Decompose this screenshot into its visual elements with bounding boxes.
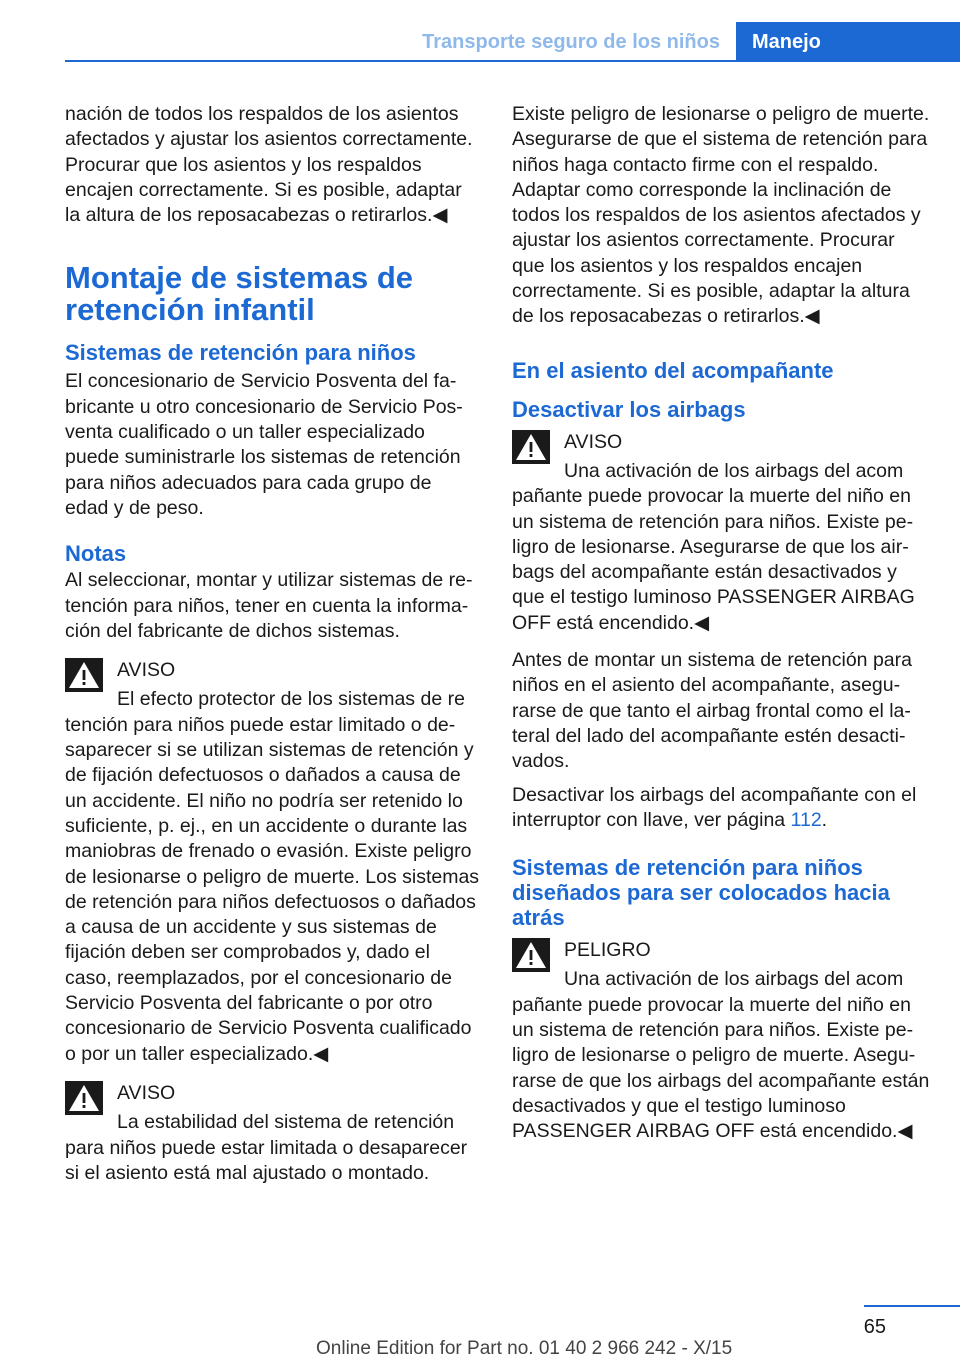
paragraph: Antes de montar un sistema de retención para niños en el asiento del acompañante, asegurarse de que tanto el airbag frontal como el lateral del lado del acompañante estén desactivados. — [512, 649, 912, 773]
warning-text: pañante puede provocar la muerte del niño en un sistema de retención para niños. Existe peligro de lesionarse o peligro de muerte. Asegurarse de que los airbags del acompañante están desactivados y que el testigo luminoso PASSENGER AIRBAG OFF está encendido.◀ — [512, 993, 930, 1143]
paragraph: nación de todos los respaldos de los asientos afectados y ajustar los asientos correctamente. Procurar que los asientos y los respaldos encajen correctamente. Si es posible, adaptar la altura de los reposacabezas o retirarlos.◀ — [65, 103, 473, 227]
page-number: 65 — [863, 1316, 886, 1338]
subsection-heading: Sistemas de retención para niños — [65, 340, 416, 366]
warning-text: El efecto protector de los sistemas de re — [117, 688, 465, 711]
subsection-heading: Desactivar los airbags — [512, 396, 746, 422]
subsection-heading: Notas — [65, 541, 127, 567]
warning-title: AVISO — [117, 1081, 176, 1104]
header-section-title: Transporte seguro de los niños — [422, 31, 720, 53]
warning-text: Una activación de los airbags del acom — [564, 968, 904, 991]
header-rule — [65, 60, 960, 62]
warning-triangle-icon — [512, 430, 550, 464]
warning-title: AVISO — [117, 659, 176, 682]
warning-title: PELIGRO — [564, 939, 651, 962]
warning-box — [512, 938, 932, 1144]
warning-box — [65, 1081, 480, 1186]
footer-rule — [864, 1305, 960, 1307]
paragraph-text: Desactivar los airbags del acompañante con el interruptor con llave, ver página — [512, 783, 917, 831]
right-column — [512, 102, 932, 1153]
left-column — [65, 102, 480, 1194]
header-chapter-tab: Manejo — [736, 22, 960, 62]
warning-text: para niños puede estar limitada o desaparecer si el asiento está mal ajustado o montado. — [65, 1136, 468, 1184]
warning-triangle-icon — [65, 658, 103, 692]
warning-triangle-icon — [65, 1081, 103, 1115]
paragraph-text: . — [821, 808, 828, 831]
paragraph: Existe peligro de lesionarse o peligro de muerte. Asegurarse de que el sistema de retención para niños haga contacto firme con el respaldo. Adaptar como corresponde la inclinación de todos los respaldos de los asientos afectados y ajustar los asientos correctamente. Procurar que los asientos y los respaldos encajen correctamente. Si es posible, adaptar la altura de los reposacabezas o retirarlos.◀ — [512, 103, 930, 328]
warning-triangle-icon — [512, 938, 550, 972]
warning-box — [512, 430, 932, 636]
warning-text: pañante puede provocar la muerte del niño en un sistema de retención para niños. Existe peligro de lesionarse. Asegurarse de que los airbags del acompañante están desactivados y que el testigo luminoso PASSENGER AIRBAG OFF está encendido.◀ — [512, 485, 915, 634]
warning-title: AVISO — [564, 430, 623, 453]
section-heading: En el asiento del acompañante — [512, 357, 834, 383]
warning-box — [65, 658, 480, 1067]
paragraph — [512, 783, 932, 834]
warning-text: tención para niños puede estar limitado o desaparecer si se utilizan sistemas de retención y de fijación defectuosos o dañados a causa de un accidente. El niño no podría ser retenido lo suficiente, p. ej., en un accidente o durante las maniobras de frenado o evasión. Existe peligro de lesionarse o peligro de muerte. Los sistemas de retención para niños defectuosos o dañados a causa de un accidente y sus sistemas de fijación deben ser comprobados y, dado el caso, reemplazados, por el concesionario de Servicio Posventa del fabricante o por otro concesionario de Servicio Posventa cualificado o por un taller especializado.◀ — [65, 713, 480, 1065]
edition-footer: Online Edition for Part no. 01 40 2 966 242 - X/15 — [316, 1338, 733, 1359]
warning-text: Una activación de los airbags del acom — [564, 459, 904, 482]
section-heading: Montaje de sistemas de retención infantil — [65, 260, 414, 328]
paragraph: El concesionario de Servicio Posventa del fabricante u otro concesionario de Servicio Posventa cualificado o un taller especializado puede suministrarle los sistemas de retención para niños adecuados para cada grupo de edad y de peso. — [65, 370, 463, 519]
page-header — [65, 22, 960, 62]
page-reference-link[interactable]: 112 — [790, 808, 822, 831]
subsection-heading: Sistemas de retención para niños diseñados para ser colocados hacia atrás — [512, 855, 890, 931]
paragraph: Al seleccionar, montar y utilizar sistemas de retención para niños, tener en cuenta la información del fabricante de dichos sistemas. — [65, 569, 473, 642]
warning-text: La estabilidad del sistema de retención — [117, 1111, 455, 1134]
